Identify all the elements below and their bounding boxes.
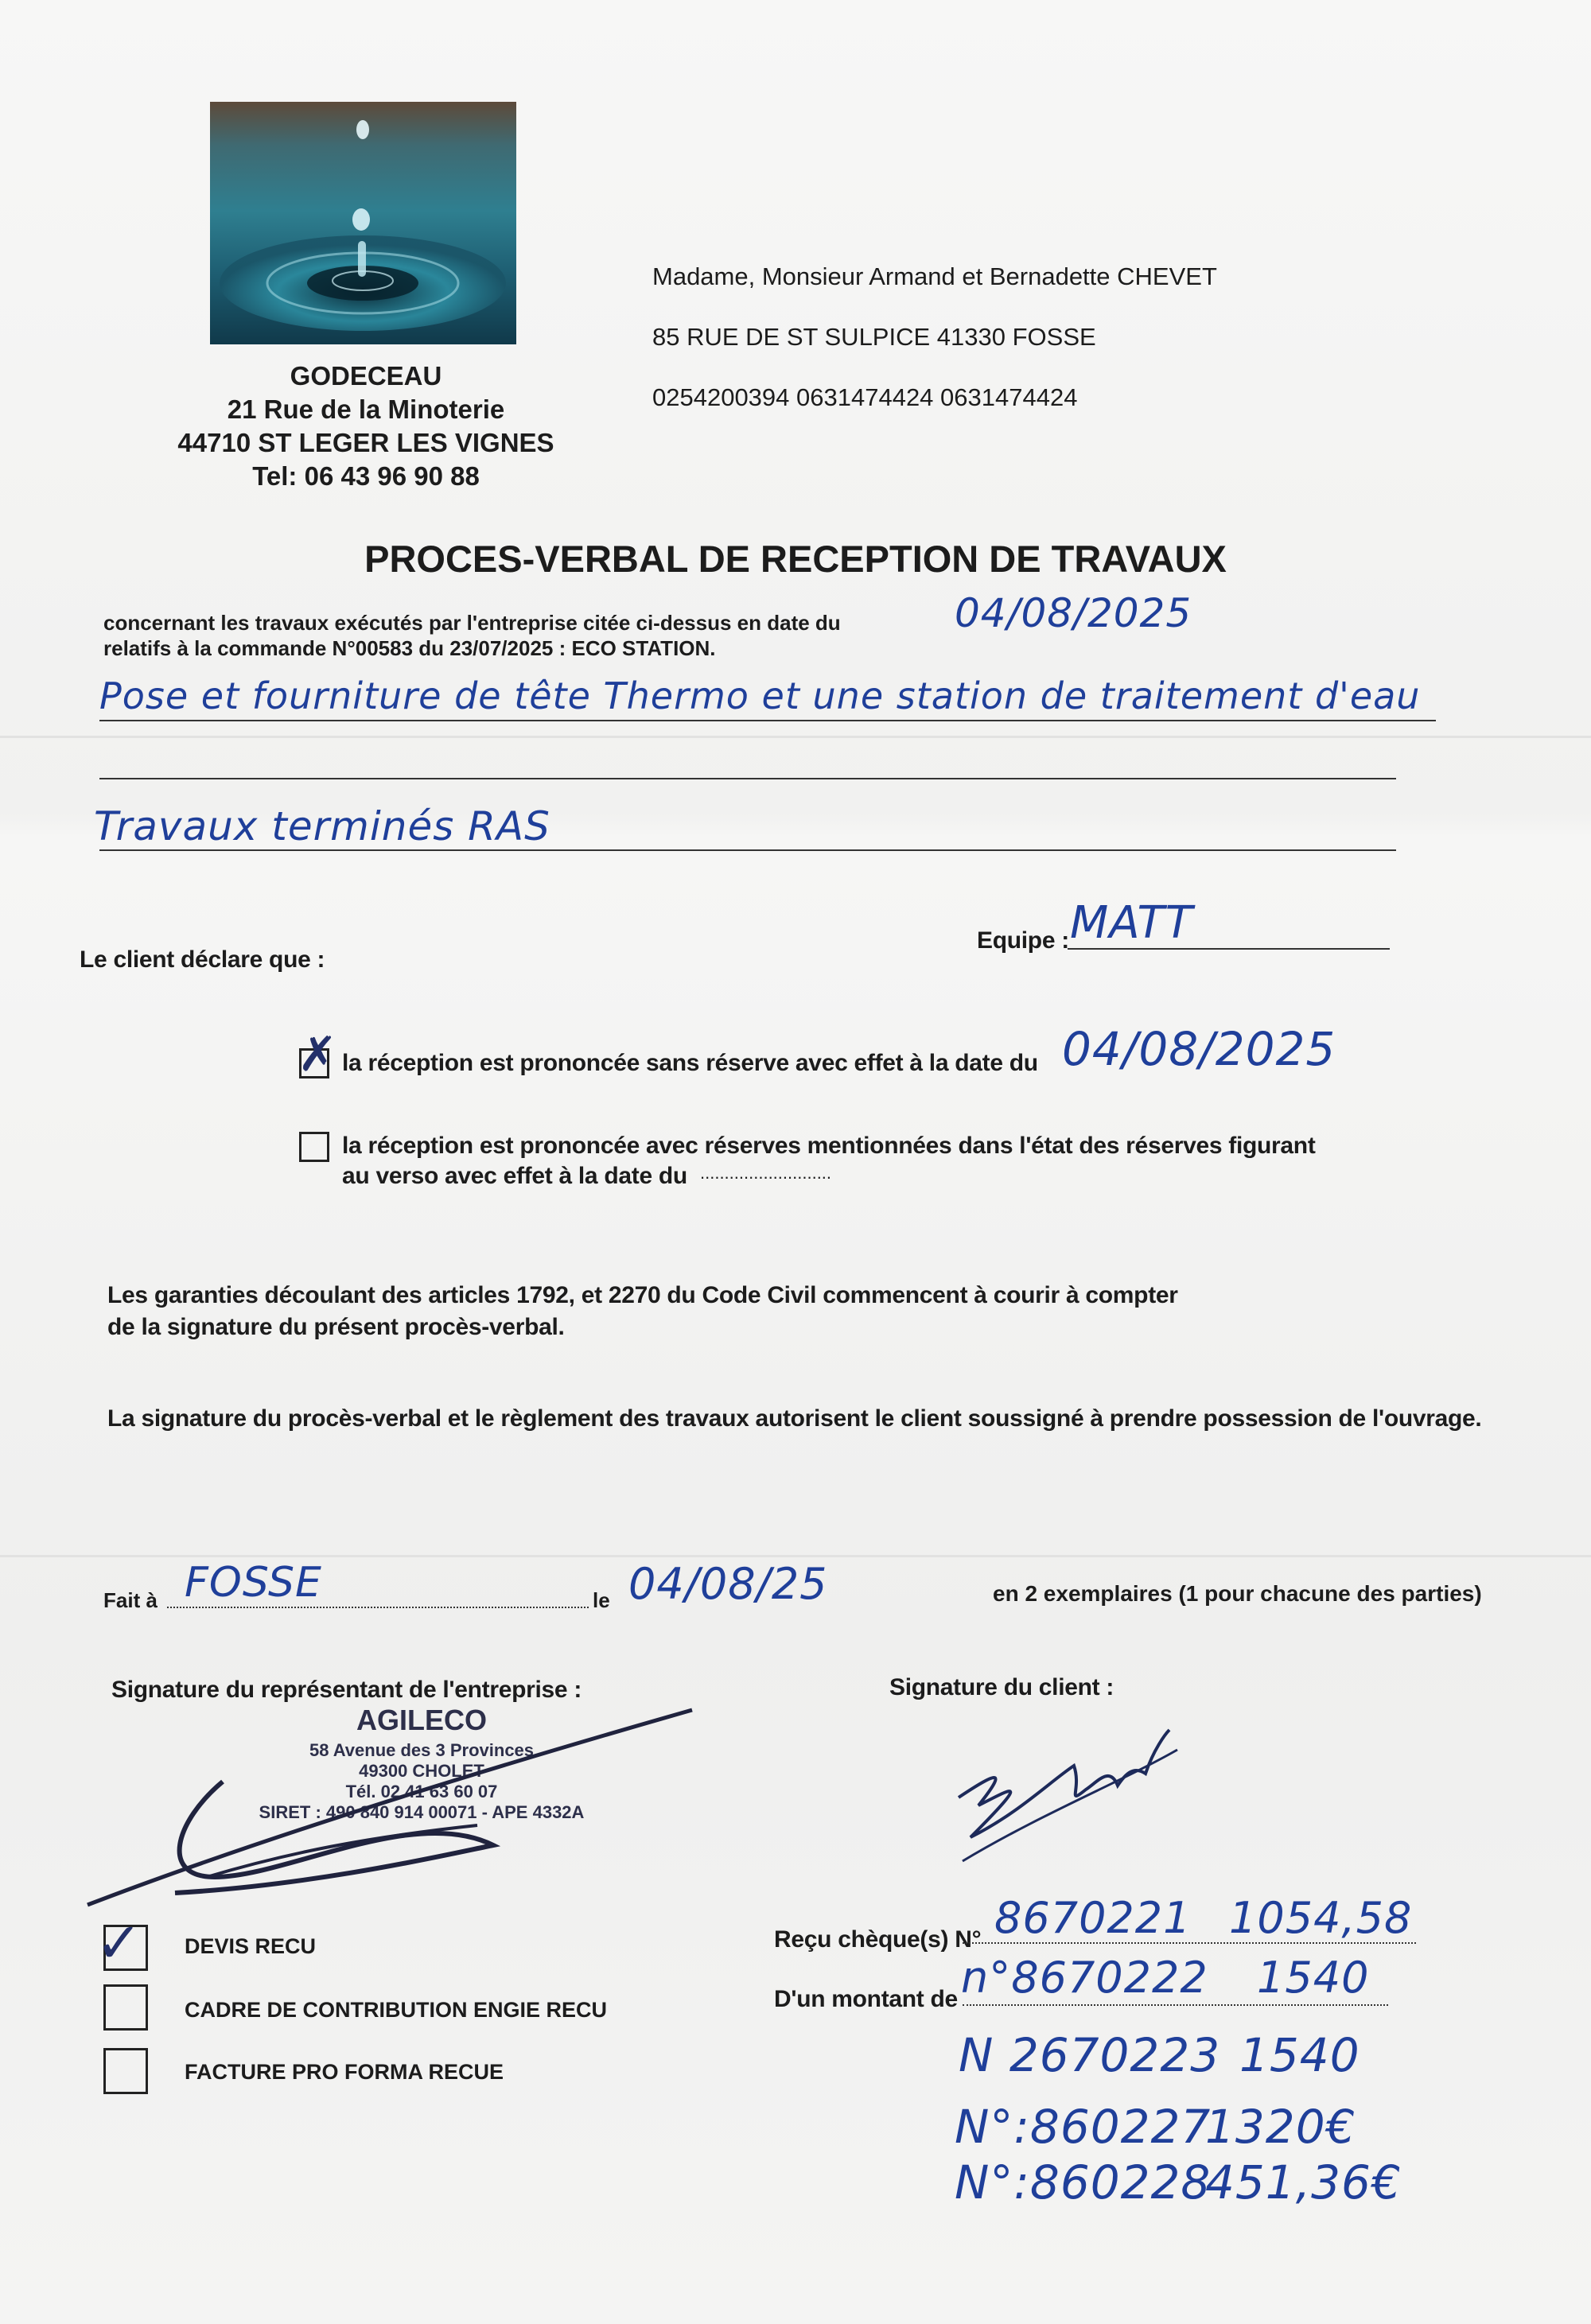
cheques-label: Reçu chèque(s) N° [774, 1926, 982, 1953]
exemplaires-text: en 2 exemplaires (1 pour chacune des parties) [993, 1581, 1482, 1606]
intro-date-handwritten: 04/08/2025 [955, 590, 1192, 636]
reception-date: 04/08/2025 [1062, 1022, 1336, 1076]
guarantees-line-1: Les garanties découlant des articles 1792, et 2270 du Code Civil commencent à courir à compter [107, 1282, 1178, 1308]
intro-line-2: relatifs à la commande N°00583 du 23/07/2025 : ECO STATION. [103, 636, 716, 660]
cheque-amount: 1540 [1257, 1953, 1370, 2003]
client-signature [947, 1718, 1185, 1869]
page-title: PROCES-VERBAL DE RECEPTION DE TRAVAUX [364, 538, 1227, 580]
paper-fold [0, 1555, 1591, 1557]
fait-place: FOSSE [185, 1559, 322, 1607]
company-signature [80, 1694, 700, 1925]
cheque-number: N 2670223 [959, 2028, 1221, 2082]
works-rule-3 [99, 849, 1396, 851]
option-with-reserve-text-2: au verso avec effet à la date du [342, 1163, 687, 1189]
checkmark-icon: ✗ [298, 1027, 338, 1082]
le-label: le [593, 1588, 610, 1612]
client-block [652, 247, 1217, 428]
client-address: 85 RUE DE ST SULPICE 41330 FOSSE [652, 323, 1096, 351]
works-rule-1 [99, 720, 1436, 721]
checklist-item-label: DEVIS RECU [185, 1934, 317, 1958]
client-phones: 0254200394 0631474424 0631474424 [652, 383, 1078, 411]
works-status: Travaux terminés RAS [94, 803, 550, 849]
option-with-reserve-blank: ........................... [700, 1163, 832, 1183]
fait-date: 04/08/25 [628, 1559, 828, 1609]
montant-line [963, 2004, 1388, 2006]
cheque-number: N°:860227 [955, 2100, 1212, 2154]
fait-place-line [167, 1607, 589, 1608]
guarantees-line-2: de la signature du présent procès-verbal. [107, 1314, 565, 1340]
checklist-item-label: CADRE DE CONTRIBUTION ENGIE RECU [185, 1998, 608, 2022]
stamp-line-1: 58 Avenue des 3 Provinces [309, 1740, 535, 1760]
signature-company-label: Signature du représentant de l'entreprise : [111, 1677, 582, 1703]
company-name: GODECEAU [290, 361, 442, 391]
checklist-engie-checkbox[interactable] [103, 1984, 148, 2031]
checklist-proforma-checkbox[interactable] [103, 2048, 148, 2094]
option-with-reserve-checkbox[interactable] [299, 1132, 329, 1162]
checkmark-icon: ✓ [95, 1910, 142, 1976]
cheque-amount: 1540 [1239, 2028, 1360, 2082]
works-rule-2 [99, 778, 1396, 779]
cheque-number: N°:860228 [955, 2155, 1212, 2209]
signature-client-label: Signature du client : [889, 1674, 1114, 1700]
company-block [159, 359, 573, 493]
option-without-reserve-text: la réception est prononcée sans réserve avec effet à la date du [342, 1050, 1038, 1076]
stamp-name: AGILECO [356, 1704, 487, 1736]
cheques-line [963, 1942, 1416, 1944]
cheque-amount: 451,36€ [1205, 2155, 1402, 2209]
company-address-1: 21 Rue de la Minoterie [227, 394, 505, 424]
intro-line-1: concernant les travaux exécutés par l'entreprise citée ci-dessus en date du [103, 611, 841, 635]
cheque-amount: 1320€ [1205, 2100, 1356, 2154]
stamp-line-4: SIRET : 490 840 914 00071 - APE 4332A [259, 1802, 585, 1822]
client-name: Madame, Monsieur Armand et Bernadette CHEVET [652, 262, 1217, 290]
declaration-label: Le client déclare que : [80, 946, 325, 973]
paper-fold [0, 736, 1591, 738]
fait-label: Fait à [103, 1588, 158, 1612]
company-address-2: 44710 ST LEGER LES VIGNES [177, 428, 554, 457]
cheque-number: n°8670222 [961, 1953, 1208, 2003]
works-description: Pose et fourniture de tête Thermo et une station de traitement d'eau [99, 674, 1421, 717]
montant-label: D'un montant de [774, 1986, 958, 2012]
cheque-number: 8670221 [994, 1893, 1192, 1943]
stamp-line-3: Tél. 02 41 63 60 07 [345, 1782, 498, 1801]
possession-text: La signature du procès-verbal et le règlement des travaux autorisent le client soussigné à prendre possession de l'ouvrage. [107, 1405, 1482, 1432]
company-phone: Tel: 06 43 96 90 88 [252, 461, 480, 491]
checklist-item-label: FACTURE PRO FORMA RECUE [185, 2060, 504, 2084]
equipe-rule [1068, 948, 1390, 950]
company-logo [210, 102, 516, 344]
option-with-reserve-text-1: la réception est prononcée avec réserves mentionnées dans l'état des réserves figurant [342, 1133, 1316, 1159]
equipe-value: MATT [1070, 897, 1193, 949]
cheque-amount: 1054,58 [1229, 1893, 1413, 1943]
equipe-label: Equipe : [977, 927, 1069, 954]
stamp-line-2: 49300 CHOLET [359, 1761, 484, 1781]
